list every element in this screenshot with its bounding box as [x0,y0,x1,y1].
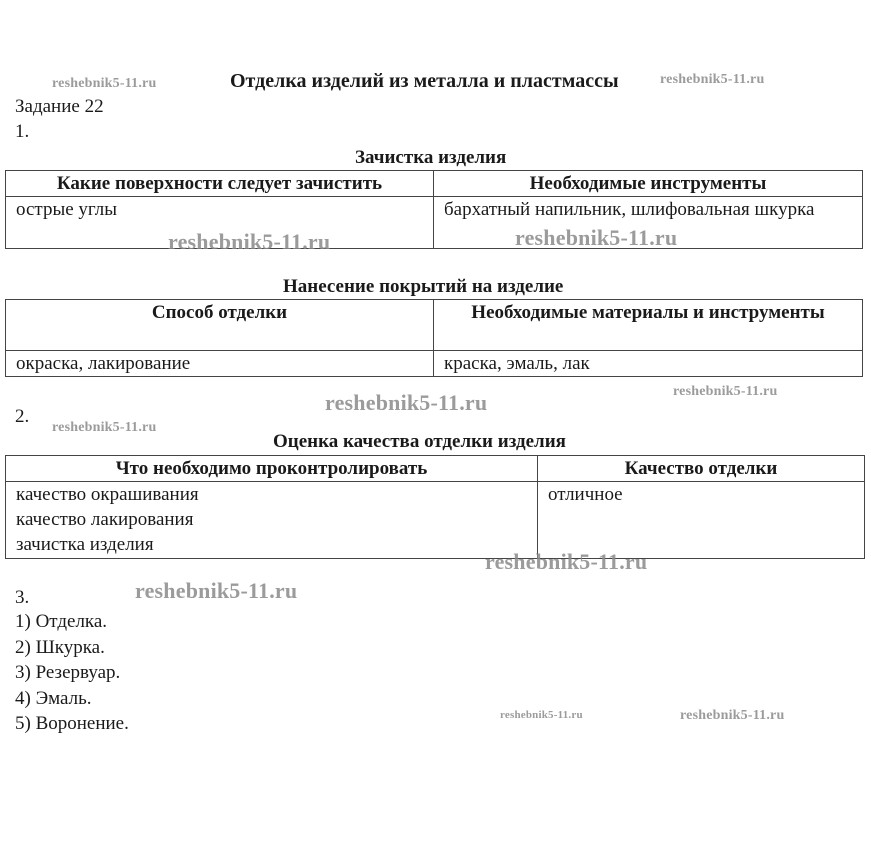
task-label: Задание 22 [15,96,104,117]
table1-header-row [6,171,863,197]
table2-coatings [5,299,863,377]
watermark: reshebnik5-11.ru [325,390,488,415]
table1-row [6,197,863,249]
table1-caption: Зачистка изделия [355,147,507,168]
table2-cell-method: окраска, лакирование [6,351,434,377]
watermark: reshebnik5-11.ru [52,76,157,91]
watermark: reshebnik5-11.ru [673,384,778,399]
table2-row [6,351,863,377]
section-3-number: 3. [15,587,30,608]
table1-cell-surfaces: острые углы [6,197,434,249]
watermark: reshebnik5-11.ru [168,229,331,254]
page-title: Отделка изделий из металла и пластмассы [230,70,619,92]
table1-cell-tools: бархатный напильник, шлифовальная шкурка [434,197,863,249]
table3-cell-control [6,482,538,559]
answer-item: 4) Эмаль. [15,688,92,709]
table2-header-row [6,300,863,351]
table3-control-line: качество лакирования [16,509,194,530]
watermark: reshebnik5-11.ru [52,420,157,435]
watermark: reshebnik5-11.ru [680,708,785,723]
section-2-number: 2. [15,406,30,427]
watermark: reshebnik5-11.ru [515,225,678,250]
table2-header-materials: Необходимые материалы и инструменты [434,300,863,351]
table3-header-control: Что необходимо проконтролировать [6,456,538,482]
table3-header-quality: Качество отделки [538,456,865,482]
table3-control-line: зачистка изделия [16,534,154,555]
answer-item: 5) Воронение. [15,713,129,734]
table2-header-method: Способ отделки [6,300,434,351]
table2-caption: Нанесение покрытий на изделие [283,276,564,297]
watermark: reshebnik5-11.ru [485,549,648,574]
answer-item: 3) Резервуар. [15,662,121,683]
answer-item: 2) Шкурка. [15,637,105,658]
table1-cleaning [5,170,863,249]
table3-quality [5,455,865,559]
table3-header-row [6,456,865,482]
watermark: reshebnik5-11.ru [135,578,298,603]
table3-control-line: качество окрашивания [16,484,199,505]
table3-caption: Оценка качества отделки изделия [273,431,566,452]
section-1-number: 1. [15,121,30,142]
watermark: reshebnik5-11.ru [500,709,583,721]
watermark: reshebnik5-11.ru [660,72,765,87]
table3-cell-quality: отличное [538,482,865,559]
table1-header-surfaces: Какие поверхности следует зачистить [6,171,434,197]
table3-row [6,482,865,559]
answer-item: 1) Отделка. [15,611,108,632]
table1-header-tools: Необходимые инструменты [434,171,863,197]
table2-cell-materials: краска, эмаль, лак [434,351,863,377]
